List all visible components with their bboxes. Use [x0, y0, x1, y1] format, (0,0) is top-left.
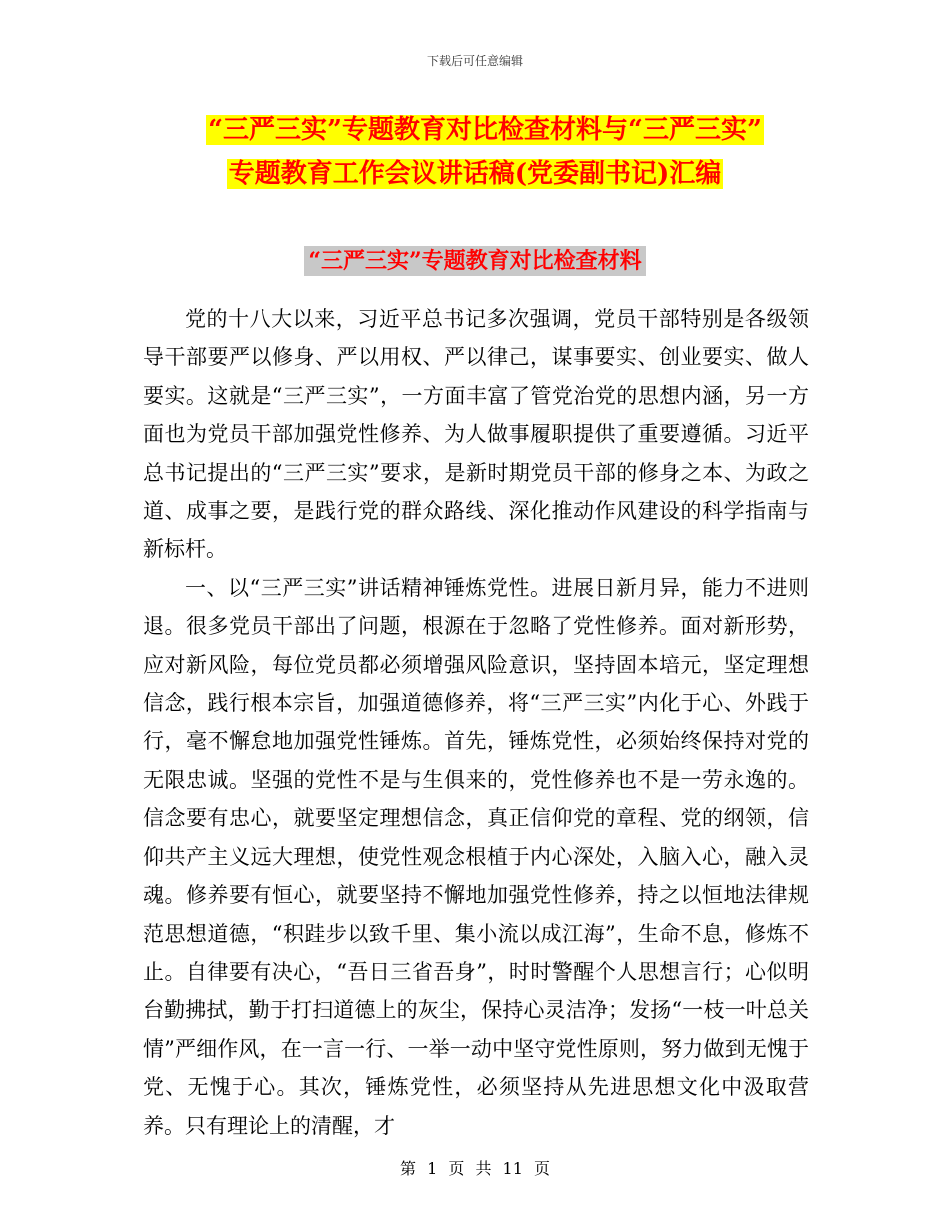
- body-text: [143, 300, 809, 1145]
- header-note: 下载后可任意编辑: [426, 54, 523, 68]
- title-line-1-text: “三严三实”专题教育对比检查材料与“三严三实”: [208, 115, 762, 145]
- paragraph-2: 一、以“三严三实”讲话精神锤炼党性。进展日新月异，能力不进则退。很多党员干部出了问题，根源在于忽略了党性修养。面对新形势，应对新风险，每位党员都必须增强风险意识，坚持固本培元，坚定理想信念，践行根本宗旨，加强道德修养，将“三严三实”内化于心、外践于行，毫不懈怠地加强党性锤炼。首先，锤炼党性，必须始终保持对党的无限忠诚。坚强的党性不是与生俱来的，党性修养也不是一劳永逸的。信念要有忠心，就要坚定理想信念，真正信仰党的章程、党的纲领，信仰共产主义远大理想，使党性观念根植于内心深处，入脑入心，融入灵魂。修养要有恒心，就要坚持不懈地加强党性修养，持之以恒地法律规范思想道德，“积跬步以致千里、集小流以成江海”，生命不息，修炼不止。自律要有决心，“吾日三省吾身”，时时警醒个人思想言行；心似明台勤拂拭，勤于打扫道德上的灰尘，保持心灵洁净；发扬“一枝一叶总关情”严细作风，在一言一行、一举一动中坚守党性原则，努力做到无愧于党、无愧于心。其次，锤炼党性，必须坚持从先进思想文化中汲取营养。只有理论上的清醒，才: [143, 575, 809, 1138]
- section-title: [0, 244, 950, 275]
- title-line-2: [0, 152, 950, 196]
- paragraph-1: 党的十八大以来，习近平总书记多次强调，党员干部特别是各级领导干部要严以修身、严以用权、严以律己，谋事要实、创业要实、做人要实。这就是“三严三实”，一方面丰富了管党治党的思想内涵，另一方面也为党员干部加强党性修养、为人做事履职提供了重要遵循。习近平总书记提出的“三严三实”要求，是新时期党员干部的修身之本、为政之道、成事之要，是践行党的群众路线、深化推动作风建设的科学指南与新标杆。: [143, 307, 809, 562]
- document-title: [0, 108, 950, 196]
- section-title-text: “三严三实”专题教育对比检查材料: [304, 246, 645, 276]
- page-footer: 第 1 页 共 11 页: [400, 1159, 550, 1178]
- title-line-1: [0, 108, 950, 152]
- title-line-2-text: 专题教育工作会议讲话稿(党委副书记)汇编: [228, 159, 722, 189]
